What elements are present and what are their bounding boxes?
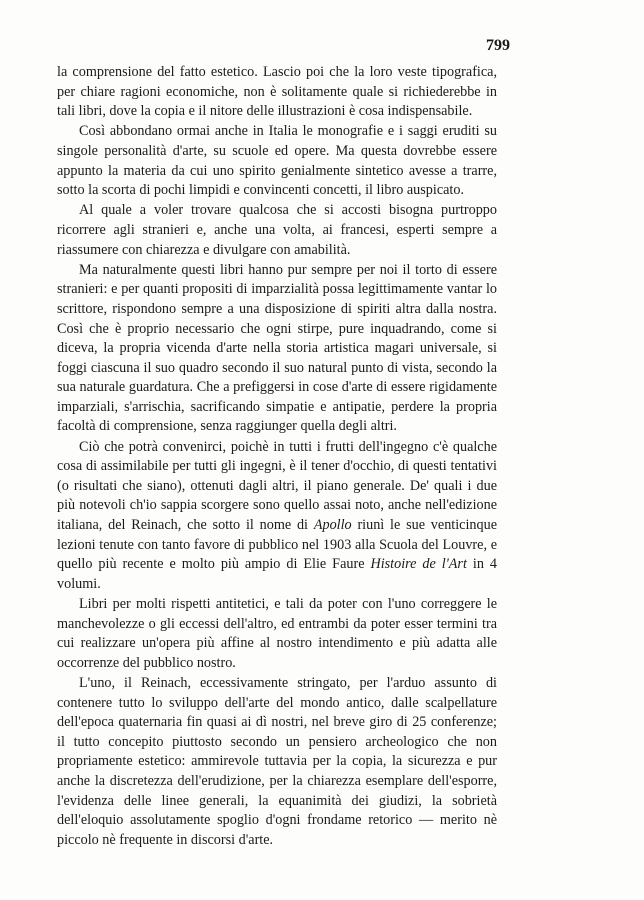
text-segment: riunì le sue venticinque lezioni tenute con tanto favore di pubblico nel 1903 alla Scuola del Louvre, e quello più recente e molto più ampio di Elie Faure <box>57 517 497 573</box>
text-segment: Ciò che potrà convenirci, poichè in tutti i frutti dell'ingegno c'è qualche cosa di assimilabile per tutti gli ingegni, è il tener d'occhio, di questi tentativi (o risultati che siano), ottenuti dagli altri, il piano generale. De' quali i due più notevoli ch'io sappia scorgere sono quello assai noto, anche nell'edizione italiana, del Reinach, che sotto il nome di <box>57 438 497 534</box>
text-segment: la comprensione del fatto estetico. Lascio poi che la loro veste tipografica, per chiare ragioni economiche, non è solitamente quale si richiederebbe in tali libri, dove la copia e il nitore delle illustrazioni è cosa indispensabile. <box>57 64 497 120</box>
italic-title: Histoire de l'Art <box>370 556 467 573</box>
text-segment: L'uno, il Reinach, eccessivamente stringato, per l'arduo assunto di contenere tutto lo sviluppo dell'arte del mondo antico, dalle scalpellature dell'epoca quaternaria fin quasi ai dì nostri, nel breve giro di 25 conferenze; il tutto concepito piuttosto secondo un pensiero archeologico che non propriamente estetico: ammirevole tuttavia per la copia, la sicurezza e pur anche la discretezza dell'erudizione, per la chiarezza esemplare dell'esporre, l'evidenza delle linee generali, la equanimità dei giudizi, la sobrietà dell'eloquio assolutamente spoglio d'ogni frondame retorico — merito nè piccolo nè frequente in discorsi d'arte. <box>57 674 497 848</box>
paragraph <box>57 438 497 595</box>
paragraph <box>57 201 497 260</box>
paragraph <box>57 674 497 850</box>
text-segment: Libri per molti rispetti antitetici, e tali da poter con l'uno correggere le manchevolezze o gli eccessi dell'altro, ed entrambi da poter esser termini tra cui realizzare un'opera più affine al nostro intendimento e più adatta alle occorrenze del pubblico nostro. <box>57 596 497 671</box>
text-segment: Al quale a voler trovare qualcosa che si accosti bisogna purtroppo ricorrere agli stranieri e, anche una volta, ai francesi, esperti sempre a riassumere con chiarezza e divulgare con amabilità. <box>57 202 497 258</box>
text-segment: in 4 volumi. <box>57 556 497 592</box>
text-segment: Ma naturalmente questi libri hanno pur sempre per noi il torto di essere stranieri: e per quanti propositi di imparzialità possa legittimamente vantar lo scrittore, rispondono sempre a una disposizione di spiriti altra dalla nostra. Così che è proprio necessario che ogni stirpe, pure inquadrando, come si diceva, la propria vicenda d'arte nella storia artistica magari universale, si foggi ciascuna il suo quadro secondo il suo natural punto di vista, secondo la sua naturale guardatura. Che a prefiggersi in cose d'arte di essere rigidamente imparziali, s'arrischia, sacrificando simpatie e antipatie, perdere la propria facoltà di comprensione, senza raggiunger quella degli altri. <box>57 261 497 435</box>
text-segment: Così abbondano ormai anche in Italia le monografie e i saggi eruditi su singole personalità d'arte, su scuole ed opere. Ma questa dovrebbe essere appunto la materia da cui uno spirito genialmente sintetico avesse a trarre, sotto la scorta di pochi limpidi e convincenti concetti, il libro auspicato. <box>57 123 497 199</box>
body-text <box>57 63 497 851</box>
page-number: 799 <box>486 37 510 54</box>
paragraph <box>57 261 497 437</box>
paragraph <box>57 63 497 122</box>
paragraph <box>57 595 497 673</box>
italic-title: Apollo <box>313 517 352 534</box>
paragraph <box>57 122 497 200</box>
